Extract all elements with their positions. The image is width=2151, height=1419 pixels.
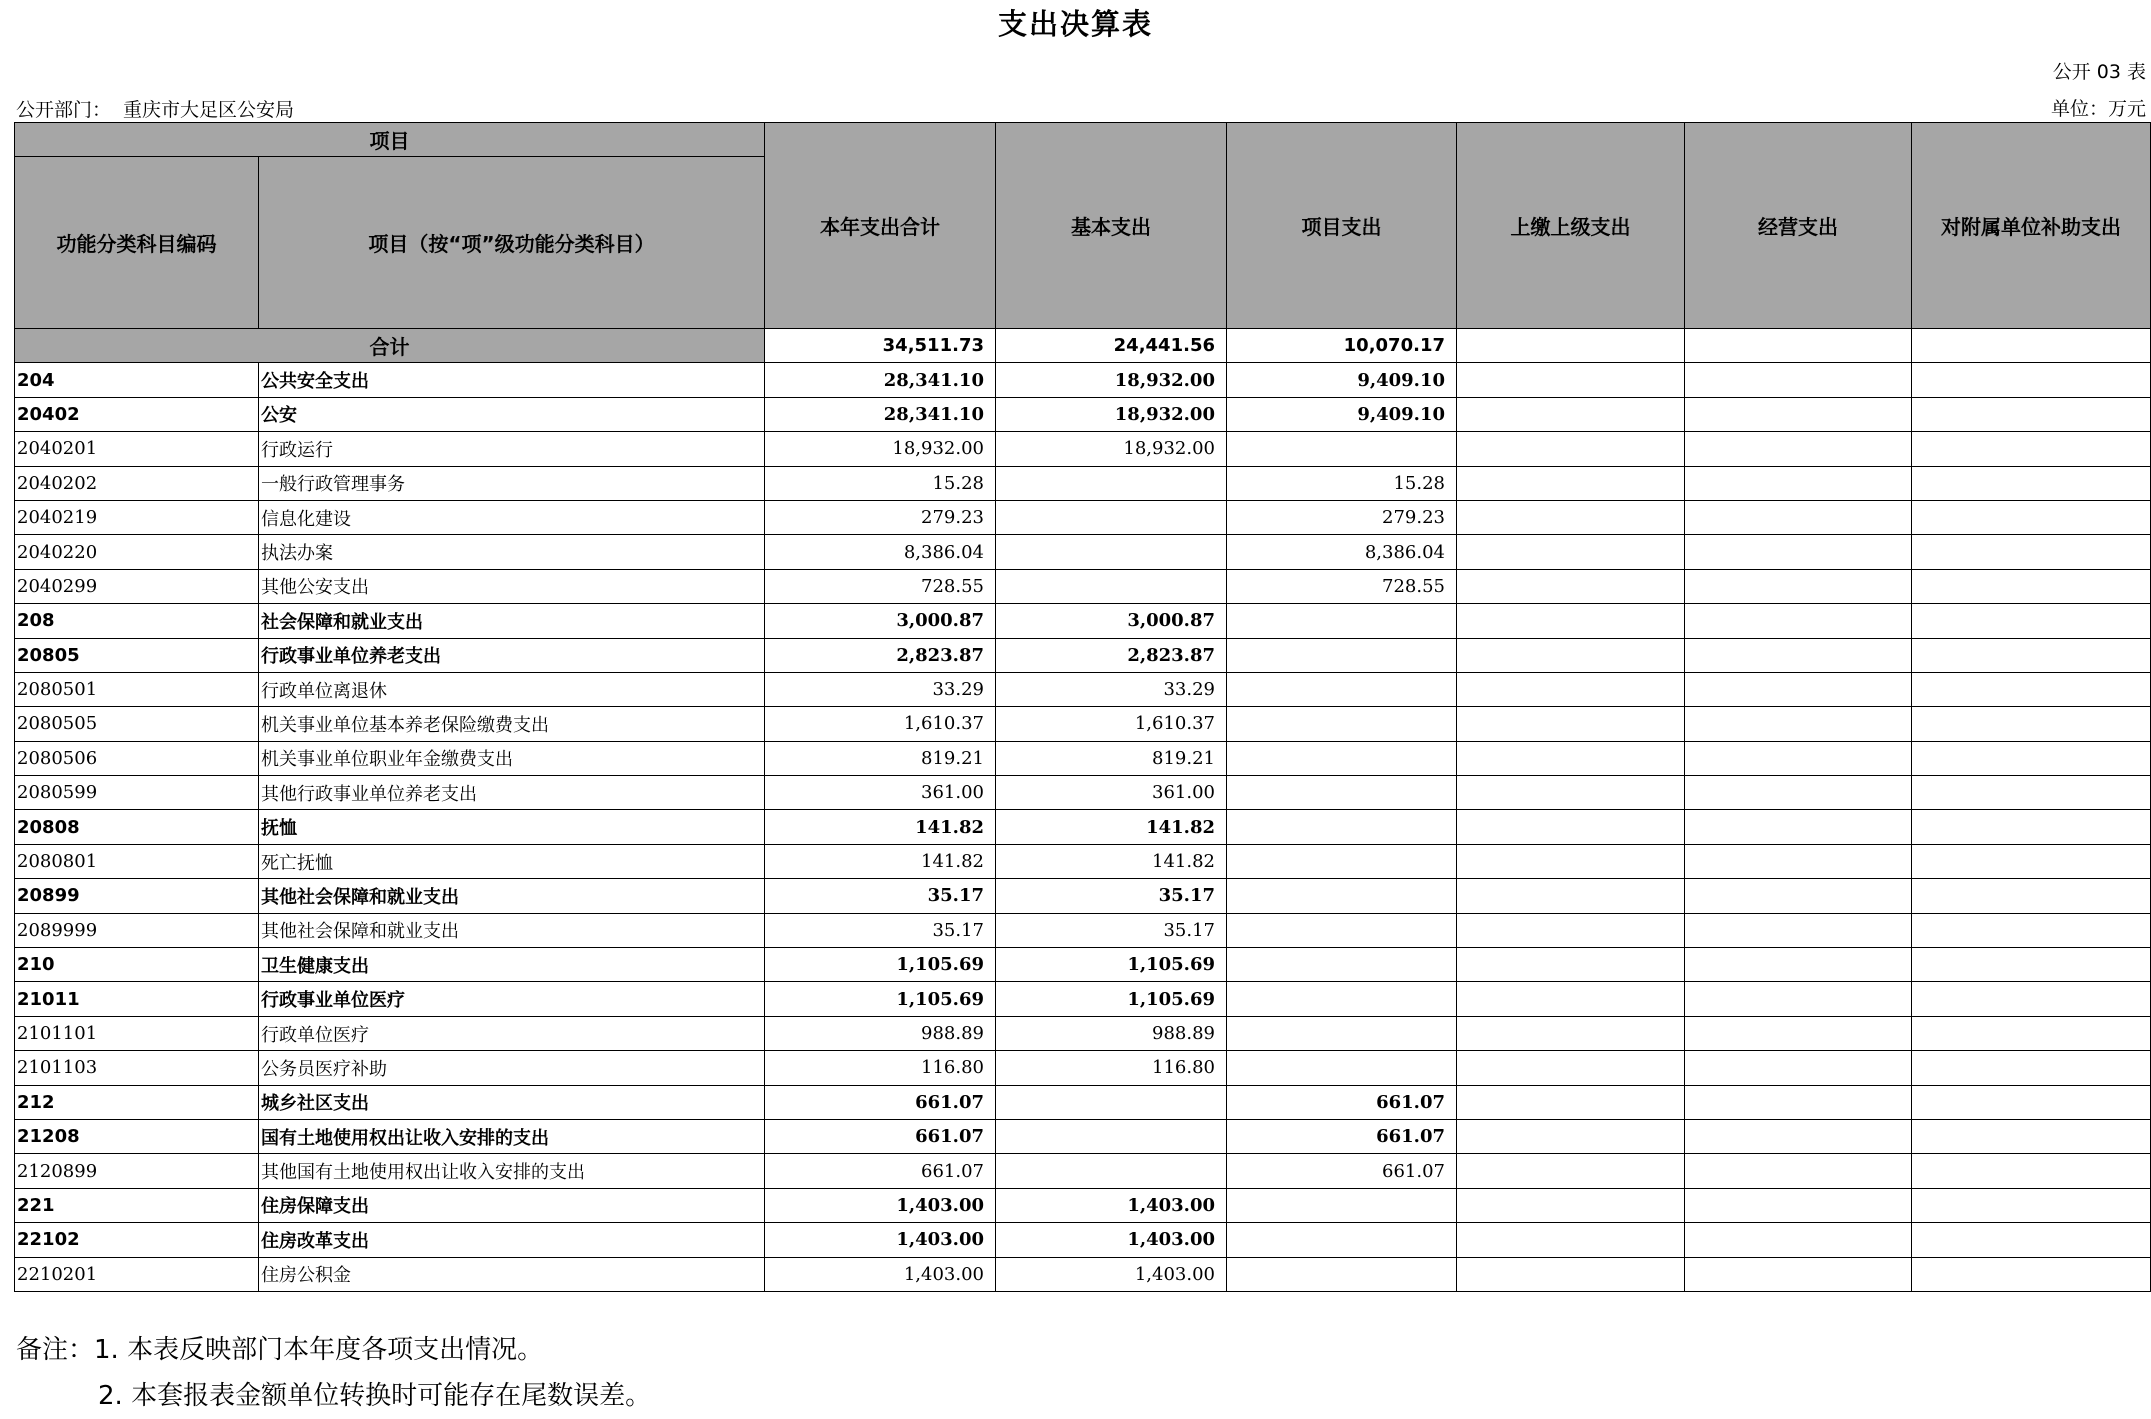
row-basic [996,466,1227,500]
row-subsidy [1912,1223,2151,1257]
row-business [1685,397,1912,431]
row-project: 661.07 [1227,1154,1457,1188]
row-subsidy [1912,500,2151,534]
row-project [1227,879,1457,913]
header-business: 经营支出 [1685,123,1912,329]
row-total: 1,105.69 [765,982,996,1016]
row-basic: 141.82 [996,810,1227,844]
row-total: 661.07 [765,1085,996,1119]
note-line-1: 备注：1. 本表反映部门本年度各项支出情况。 [16,1335,544,1365]
row-basic [996,1085,1227,1119]
row-basic: 1,105.69 [996,948,1227,982]
row-project [1227,432,1457,466]
row-total: 35.17 [765,913,996,947]
row-business [1685,535,1912,569]
row-upper [1457,1085,1685,1119]
table-row [15,1154,2151,1188]
table-row [15,535,2151,569]
row-subsidy [1912,913,2151,947]
row-project [1227,948,1457,982]
row-subsidy [1912,432,2151,466]
row-upper [1457,535,1685,569]
row-basic: 1,403.00 [996,1188,1227,1222]
row-total: 1,610.37 [765,707,996,741]
row-subsidy [1912,741,2151,775]
row-upper [1457,776,1685,810]
row-business [1685,913,1912,947]
row-project [1227,810,1457,844]
row-total: 116.80 [765,1051,996,1085]
row-code: 2210201 [15,1257,259,1291]
row-total: 2,823.87 [765,638,996,672]
row-project [1227,776,1457,810]
table-row [15,776,2151,810]
row-total: 28,341.10 [765,397,996,431]
row-business [1685,844,1912,878]
row-business [1685,569,1912,603]
row-business [1685,879,1912,913]
row-code: 21011 [15,982,259,1016]
row-upper [1457,707,1685,741]
note-line-2: 2. 本套报表金额单位转换时可能存在尾数误差。 [98,1381,652,1411]
row-upper [1457,810,1685,844]
header-subsidy: 对附属单位补助支出 [1912,123,2151,329]
row-name: 其他社会保障和就业支出 [259,879,765,913]
row-basic: 2,823.87 [996,638,1227,672]
row-project: 15.28 [1227,466,1457,500]
row-upper [1457,879,1685,913]
row-code: 204 [15,363,259,397]
row-subsidy [1912,1016,2151,1050]
row-project [1227,672,1457,706]
total-business [1685,329,1912,363]
row-basic: 988.89 [996,1016,1227,1050]
row-project [1227,1016,1457,1050]
row-business [1685,604,1912,638]
table-row [15,1016,2151,1050]
row-subsidy [1912,1154,2151,1188]
row-project [1227,1188,1457,1222]
total-label: 合计 [15,329,765,363]
row-total: 728.55 [765,569,996,603]
row-project: 9,409.10 [1227,397,1457,431]
row-project [1227,982,1457,1016]
expenditure-table [14,122,2151,1292]
row-code: 212 [15,1085,259,1119]
row-total: 988.89 [765,1016,996,1050]
row-subsidy [1912,1051,2151,1085]
row-subsidy [1912,1188,2151,1222]
row-upper [1457,1223,1685,1257]
row-code: 20899 [15,879,259,913]
row-code: 2080505 [15,707,259,741]
row-business [1685,363,1912,397]
row-total: 661.07 [765,1119,996,1153]
row-upper [1457,672,1685,706]
row-subsidy [1912,810,2151,844]
row-upper [1457,1119,1685,1153]
page-title: 支出决算表 [997,7,1153,41]
row-business [1685,466,1912,500]
row-basic: 819.21 [996,741,1227,775]
row-code: 2101103 [15,1051,259,1085]
total-basic: 24,441.56 [996,329,1227,363]
table-row [15,982,2151,1016]
row-code: 2040201 [15,432,259,466]
row-name: 住房保障支出 [259,1188,765,1222]
row-name: 行政事业单位医疗 [259,982,765,1016]
row-code: 2101101 [15,1016,259,1050]
table-row [15,913,2151,947]
row-business [1685,1188,1912,1222]
row-upper [1457,432,1685,466]
row-business [1685,1119,1912,1153]
row-upper [1457,500,1685,534]
header-project-group: 项目 [15,123,765,157]
row-business [1685,500,1912,534]
row-project: 661.07 [1227,1119,1457,1153]
row-basic: 1,403.00 [996,1257,1227,1291]
row-total: 35.17 [765,879,996,913]
row-business [1685,1223,1912,1257]
row-total: 28,341.10 [765,363,996,397]
row-total: 361.00 [765,776,996,810]
row-basic: 18,932.00 [996,432,1227,466]
row-code: 2089999 [15,913,259,947]
row-subsidy [1912,776,2151,810]
row-subsidy [1912,363,2151,397]
row-upper [1457,638,1685,672]
row-basic: 35.17 [996,879,1227,913]
row-name: 行政单位医疗 [259,1016,765,1050]
table-row [15,1085,2151,1119]
row-name: 其他国有土地使用权出让收入安排的支出 [259,1154,765,1188]
table-row [15,604,2151,638]
row-code: 2040202 [15,466,259,500]
form-number: 公开 03 表 [2052,61,2146,83]
table-row [15,432,2151,466]
header-project: 项目支出 [1227,123,1457,329]
row-name: 机关事业单位职业年金缴费支出 [259,741,765,775]
row-project [1227,844,1457,878]
row-name: 住房改革支出 [259,1223,765,1257]
row-code: 210 [15,948,259,982]
row-code: 20808 [15,810,259,844]
row-subsidy [1912,672,2151,706]
row-name: 公共安全支出 [259,363,765,397]
header-upper: 上缴上级支出 [1457,123,1685,329]
row-total: 1,403.00 [765,1257,996,1291]
row-subsidy [1912,1119,2151,1153]
total-row [15,329,2151,363]
row-code: 2040220 [15,535,259,569]
row-subsidy [1912,1085,2151,1119]
row-business [1685,948,1912,982]
row-project [1227,741,1457,775]
row-name: 行政事业单位养老支出 [259,638,765,672]
row-name: 行政单位离退休 [259,672,765,706]
table-row [15,741,2151,775]
row-total: 279.23 [765,500,996,534]
notes [16,1327,651,1419]
table-row [15,707,2151,741]
row-total: 15.28 [765,466,996,500]
row-subsidy [1912,879,2151,913]
row-upper [1457,982,1685,1016]
row-upper [1457,913,1685,947]
row-total: 1,403.00 [765,1188,996,1222]
row-upper [1457,397,1685,431]
department-name: 重庆市大足区公安局 [123,99,295,121]
row-upper [1457,1154,1685,1188]
row-business [1685,638,1912,672]
row-name: 国有土地使用权出让收入安排的支出 [259,1119,765,1153]
row-upper [1457,1188,1685,1222]
row-subsidy [1912,844,2151,878]
row-name: 其他公安支出 [259,569,765,603]
row-project: 8,386.04 [1227,535,1457,569]
row-subsidy [1912,535,2151,569]
header-basic: 基本支出 [996,123,1227,329]
row-project: 728.55 [1227,569,1457,603]
row-basic: 1,105.69 [996,982,1227,1016]
row-upper [1457,1051,1685,1085]
row-project [1227,707,1457,741]
table-row [15,1119,2151,1153]
row-subsidy [1912,569,2151,603]
row-basic [996,500,1227,534]
header-name: 项目（按“项”级功能分类科目） [259,157,765,329]
row-business [1685,810,1912,844]
row-name: 抚恤 [259,810,765,844]
total-total: 34,511.73 [765,329,996,363]
table-row [15,1257,2151,1291]
table-row [15,397,2151,431]
row-code: 208 [15,604,259,638]
row-total: 1,105.69 [765,948,996,982]
row-code: 2080506 [15,741,259,775]
row-upper [1457,741,1685,775]
row-basic [996,535,1227,569]
row-project: 9,409.10 [1227,363,1457,397]
row-name: 公务员医疗补助 [259,1051,765,1085]
row-code: 2040219 [15,500,259,534]
row-project [1227,1257,1457,1291]
row-code: 221 [15,1188,259,1222]
row-subsidy [1912,982,2151,1016]
row-basic: 361.00 [996,776,1227,810]
row-name: 执法办案 [259,535,765,569]
row-basic: 18,932.00 [996,397,1227,431]
row-project [1227,913,1457,947]
row-business [1685,1154,1912,1188]
row-subsidy [1912,466,2151,500]
row-project [1227,604,1457,638]
row-business [1685,776,1912,810]
row-upper [1457,844,1685,878]
row-basic: 33.29 [996,672,1227,706]
row-code: 2080501 [15,672,259,706]
table-row [15,672,2151,706]
row-subsidy [1912,707,2151,741]
row-subsidy [1912,397,2151,431]
row-basic: 116.80 [996,1051,1227,1085]
row-name: 社会保障和就业支出 [259,604,765,638]
table-row [15,1223,2151,1257]
total-upper [1457,329,1685,363]
row-upper [1457,1257,1685,1291]
row-name: 公安 [259,397,765,431]
row-code: 20402 [15,397,259,431]
row-code: 22102 [15,1223,259,1257]
row-code: 20805 [15,638,259,672]
row-business [1685,741,1912,775]
row-upper [1457,604,1685,638]
row-basic: 3,000.87 [996,604,1227,638]
row-total: 8,386.04 [765,535,996,569]
row-business [1685,1016,1912,1050]
table-row [15,1188,2151,1222]
row-business [1685,672,1912,706]
row-subsidy [1912,948,2151,982]
row-basic [996,569,1227,603]
row-name: 机关事业单位基本养老保险缴费支出 [259,707,765,741]
row-code: 21208 [15,1119,259,1153]
total-subsidy [1912,329,2151,363]
row-total: 1,403.00 [765,1223,996,1257]
row-upper [1457,948,1685,982]
row-upper [1457,363,1685,397]
row-code: 2080599 [15,776,259,810]
row-code: 2120899 [15,1154,259,1188]
table-row [15,363,2151,397]
row-total: 141.82 [765,844,996,878]
row-subsidy [1912,638,2151,672]
row-project: 279.23 [1227,500,1457,534]
row-business [1685,707,1912,741]
row-name: 其他社会保障和就业支出 [259,913,765,947]
row-project [1227,638,1457,672]
row-project: 661.07 [1227,1085,1457,1119]
row-name: 一般行政管理事务 [259,466,765,500]
row-basic: 35.17 [996,913,1227,947]
row-code: 2040299 [15,569,259,603]
row-business [1685,432,1912,466]
row-basic: 141.82 [996,844,1227,878]
row-subsidy [1912,1257,2151,1291]
table-row [15,1051,2151,1085]
header-code: 功能分类科目编码 [15,157,259,329]
row-total: 819.21 [765,741,996,775]
row-basic: 1,403.00 [996,1223,1227,1257]
row-basic [996,1154,1227,1188]
department-label: 公开部门： [16,99,112,121]
row-total: 3,000.87 [765,604,996,638]
row-subsidy [1912,604,2151,638]
table-row [15,466,2151,500]
row-project [1227,1051,1457,1085]
row-basic: 1,610.37 [996,707,1227,741]
row-business [1685,1085,1912,1119]
row-total: 18,932.00 [765,432,996,466]
unit-label: 单位：万元 [2050,98,2146,120]
row-name: 住房公积金 [259,1257,765,1291]
total-project: 10,070.17 [1227,329,1457,363]
row-upper [1457,1016,1685,1050]
row-total: 661.07 [765,1154,996,1188]
table-row [15,810,2151,844]
department-line [16,95,294,122]
table-row [15,500,2151,534]
row-upper [1457,466,1685,500]
row-name: 城乡社区支出 [259,1085,765,1119]
table-row [15,844,2151,878]
table-row [15,948,2151,982]
header-total: 本年支出合计 [765,123,996,329]
row-name: 卫生健康支出 [259,948,765,982]
row-upper [1457,569,1685,603]
row-name: 行政运行 [259,432,765,466]
table-row [15,638,2151,672]
table-row [15,569,2151,603]
row-business [1685,1257,1912,1291]
row-basic [996,1119,1227,1153]
row-total: 141.82 [765,810,996,844]
row-total: 33.29 [765,672,996,706]
row-name: 信息化建设 [259,500,765,534]
row-business [1685,1051,1912,1085]
table-row [15,879,2151,913]
row-name: 死亡抚恤 [259,844,765,878]
row-code: 2080801 [15,844,259,878]
row-basic: 18,932.00 [996,363,1227,397]
row-project [1227,1223,1457,1257]
row-business [1685,982,1912,1016]
row-name: 其他行政事业单位养老支出 [259,776,765,810]
